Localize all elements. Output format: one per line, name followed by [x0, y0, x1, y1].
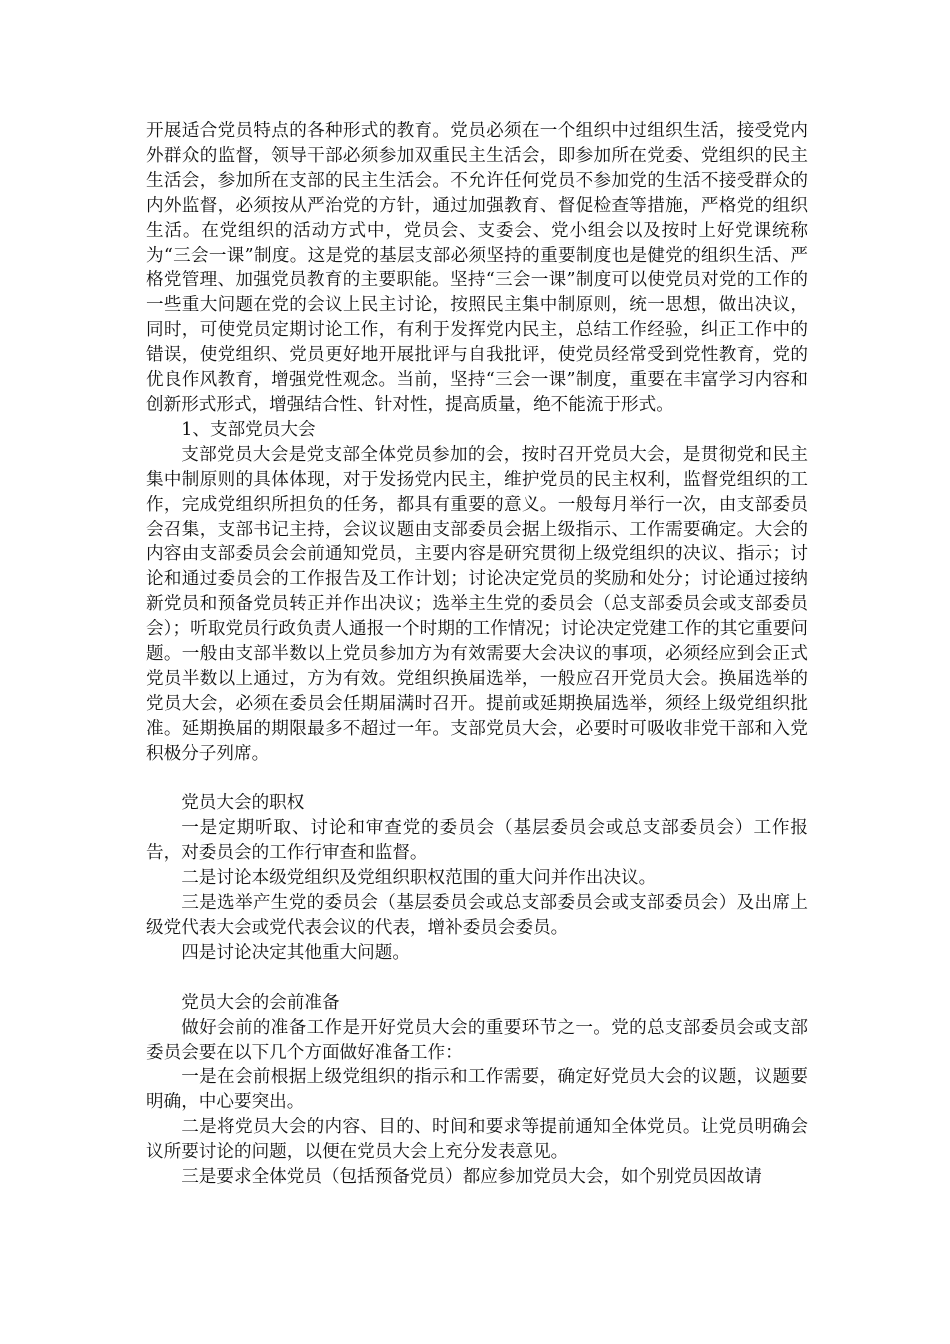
section-heading-branch-meeting: 1、支部党员大会 — [181, 419, 316, 440]
document-body — [146, 119, 808, 1190]
paragraph-preparation-2: 二是将党员大会的内容、目的、时间和要求等提前通知全体党员。让党员明确会议所要讨论的问题，以便在党员大会上充分发表意见。 — [146, 1117, 808, 1163]
paragraph-power-2: 二是讨论本级党组织及党组织职权范围的重大问并作出决议。 — [181, 868, 657, 889]
paragraph-preparation-3: 三是要求全体党员（包括预备党员）都应参加党员大会，如个别党员因故请 — [181, 1167, 762, 1188]
section-heading-powers: 党员大会的职权 — [181, 793, 305, 814]
section-heading-preparation: 党员大会的会前准备 — [181, 992, 340, 1013]
paragraph-preparation-1: 一是在会前根据上级党组织的指示和工作需要，确定好党员大会的议题，议题要明确，中心要突出。 — [146, 1067, 808, 1113]
paragraph-power-3: 三是选举产生党的委员会（基层委员会或总支部委员会或支部委员会）及出席上级党代表大会或党代表会议的代表，增补委员会委员。 — [146, 893, 808, 938]
spacer — [146, 767, 808, 792]
paragraph-intro: 开展适合党员特点的各种形式的教育。党员必须在一个组织中过组织生活，接受党内外群众的监督，领导干部必须参加双重民主生活会，即参加所在党委、党组织的民主生活会，参加所在支部的民主生活会。不允许任何党员不参加党的生活不接受群众的内外监督，必须按从严治党的方针，通过加强教育、督促检查等措施，严格党的组织生活。在党组织的活动方式中，党员会、支委会、党小组会以及按时上好党课统称为“三会一课”制度。这是党的基层支部必须坚持的重要制度也是健党的组织生活、严格党管理、加强党员教育的主要职能。坚持“三会一课”制度可以使党员对党的工作的一些重大问题在党的会议上民主讨论，按照民主集中制原则，统一思想，做出决议，同时，可使党员定期讨论工作，有利于发挥党内民主，总结工作经验，纠正工作中的错误，使党组织、党员更好地开展批评与自我批评，使党员经常受到党性教育，党的优良作风教育，增强党性观念。当前，坚持“三会一课”制度，重要在丰富学习内容和创新形式形式，增强结合性、针对性，提高质量，绝不能流于形式。 — [146, 121, 808, 415]
paragraph-preparation-intro: 做好会前的准备工作是开好党员大会的重要环节之一。党的总支部委员会或支部委员会要在以下几个方面做好准备工作： — [146, 1017, 808, 1063]
spacer — [146, 966, 808, 991]
paragraph-branch-meeting: 支部党员大会是党支部全体党员参加的会，按时召开党员大会，是贯彻党和民主集中制原则的具体体现，对于发扬党内民主，维护党员的民主权利，监督党组织的工作，完成党组织所担负的任务，都具有重要的意义。一般每月举行一次，由支部委员会召集，支部书记主持，会议议题由支部委员会据上级指示、工作需要确定。大会的内容由支部委员会会前通知党员，主要内容是研究贯彻上级党组织的决议、指示；讨论和通过委员会的工作报告及工作计划；讨论决定党员的奖励和处分；讨论通过接纳新党员和预备党员转正并作出决议；选举主生党的委员会（总支部委员会或支部委员会）；听取党员行政负责人通报一个时期的工作情况；讨论决定党建工作的其它重要问题。一般由支部半数以上党员参加方为有效需要大会决议的事项，必须经应到会正式党员半数以上通过，方为有效。党组织换届选举，一般应召开党员大会。换届选举的党员大会，必须在委员会任期届满时召开。提前或延期换届选举，须经上级党组织批准。延期换届的期限最多不超过一年。支部党员大会，必要时可吸收非党干部和入党积极分子列席。 — [146, 444, 808, 764]
paragraph-power-1: 一是定期听取、讨论和审查党的委员会（基层委员会或总支部委员会）工作报告，对委员会的工作行审查和监督。 — [146, 818, 808, 864]
paragraph-power-4: 四是讨论决定其他重大问题。 — [181, 942, 410, 963]
